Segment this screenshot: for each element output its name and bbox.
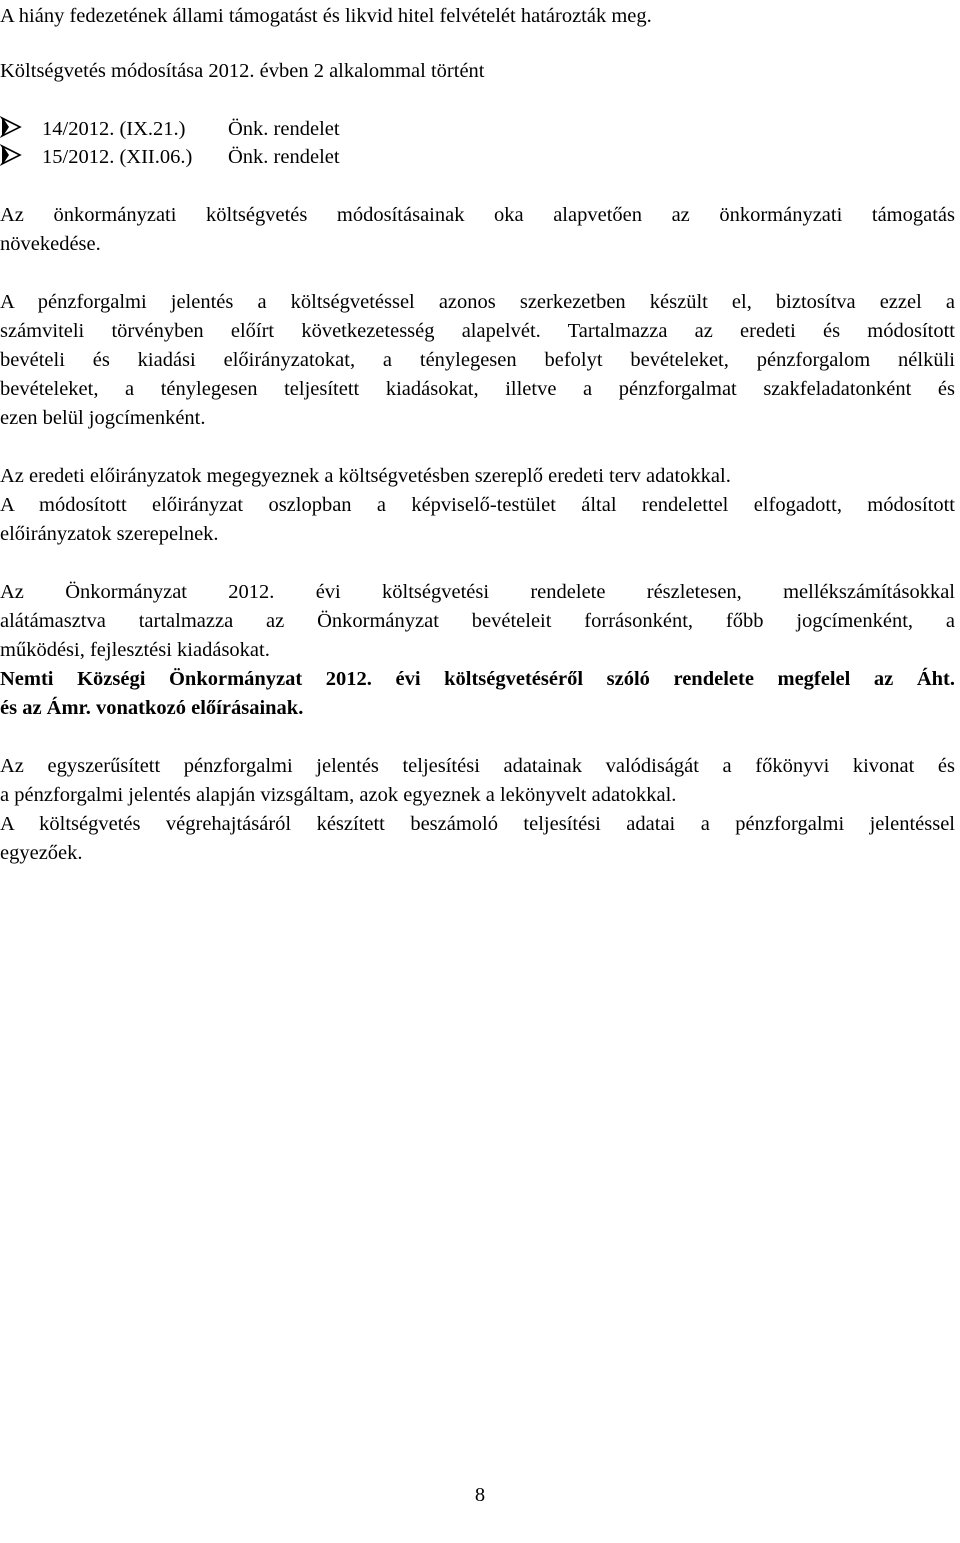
text-line: és az Ámr. vonatkozó előírásainak. xyxy=(0,697,304,719)
text-line: alátámasztva tartalmazza az Önkormányzat bevételeit forrásonként, főbb jogcímenként, a xyxy=(0,610,955,632)
decree-type: Önk. rendelet xyxy=(228,146,340,168)
arrow-bullet-icon xyxy=(0,144,22,166)
arrow-bullet-icon xyxy=(0,116,22,138)
text-line: a pénzforgalmi jelentés alapján vizsgáltam, azok egyeznek a lekönyvelt adatokkal. xyxy=(0,784,677,806)
decree-number: 15/2012. (XII.06.) xyxy=(42,146,193,168)
text-line: Az eredeti előirányzatok megegyeznek a költségvetésben szereplő eredeti terv adatokkal. xyxy=(0,465,731,487)
text-line: Az önkormányzati költségvetés módosításainak oka alapvetően az önkormányzati támogatás xyxy=(0,204,955,226)
text-line: Az Önkormányzat 2012. évi költségvetési rendelete részletesen, mellékszámításokkal xyxy=(0,581,955,603)
text-line: bevételeket, a ténylegesen teljesített kiadásokat, illetve a pénzforgalmat szakfeladatonként és xyxy=(0,378,955,400)
decree-type: Önk. rendelet xyxy=(228,118,340,140)
paragraph-deficit-coverage: A hiány fedezetének állami támogatást és likvid hitel felvételét határozták meg. xyxy=(0,5,652,27)
text-line: A módosított előirányzat oszlopban a képviselő-testület által rendelettel elfogadott, módosított xyxy=(0,494,955,516)
text-line: Az egyszerűsített pénzforgalmi jelentés teljesítési adatainak valódiságát a főkönyvi kivonat és xyxy=(0,755,955,777)
text-line: működési, fejlesztési kiadásokat. xyxy=(0,639,270,661)
list-item xyxy=(0,143,340,172)
text-line: A pénzforgalmi jelentés a költségvetéssel azonos szerkezetben készült el, biztosítva ezzel a xyxy=(0,291,955,313)
text-line: növekedése. xyxy=(0,233,101,255)
list-item xyxy=(0,115,340,144)
text-line: számviteli törvényben előírt következetesség alapelvét. Tartalmazza az eredeti és módosított xyxy=(0,320,955,342)
page-number: 8 xyxy=(474,1484,486,1506)
decree-number: 14/2012. (IX.21.) xyxy=(42,118,186,140)
text-line: bevételi és kiadási előirányzatokat, a ténylegesen befolyt bevételeket, pénzforgalom nélküli xyxy=(0,349,955,371)
text-line: előirányzatok szerepelnek. xyxy=(0,523,219,545)
text-line: A költségvetés végrehajtásáról készített beszámoló teljesítési adatai a pénzforgalmi jelentéssel xyxy=(0,813,955,835)
text-line: ezen belül jogcímenként. xyxy=(0,407,206,429)
text-line: Nemti Községi Önkormányzat 2012. évi költségvetéséről szóló rendelete megfelel az Áht. xyxy=(0,668,955,690)
paragraph-budget-modification: Költségvetés módosítása 2012. évben 2 alkalommal történt xyxy=(0,60,485,82)
text-line: egyezőek. xyxy=(0,842,83,864)
